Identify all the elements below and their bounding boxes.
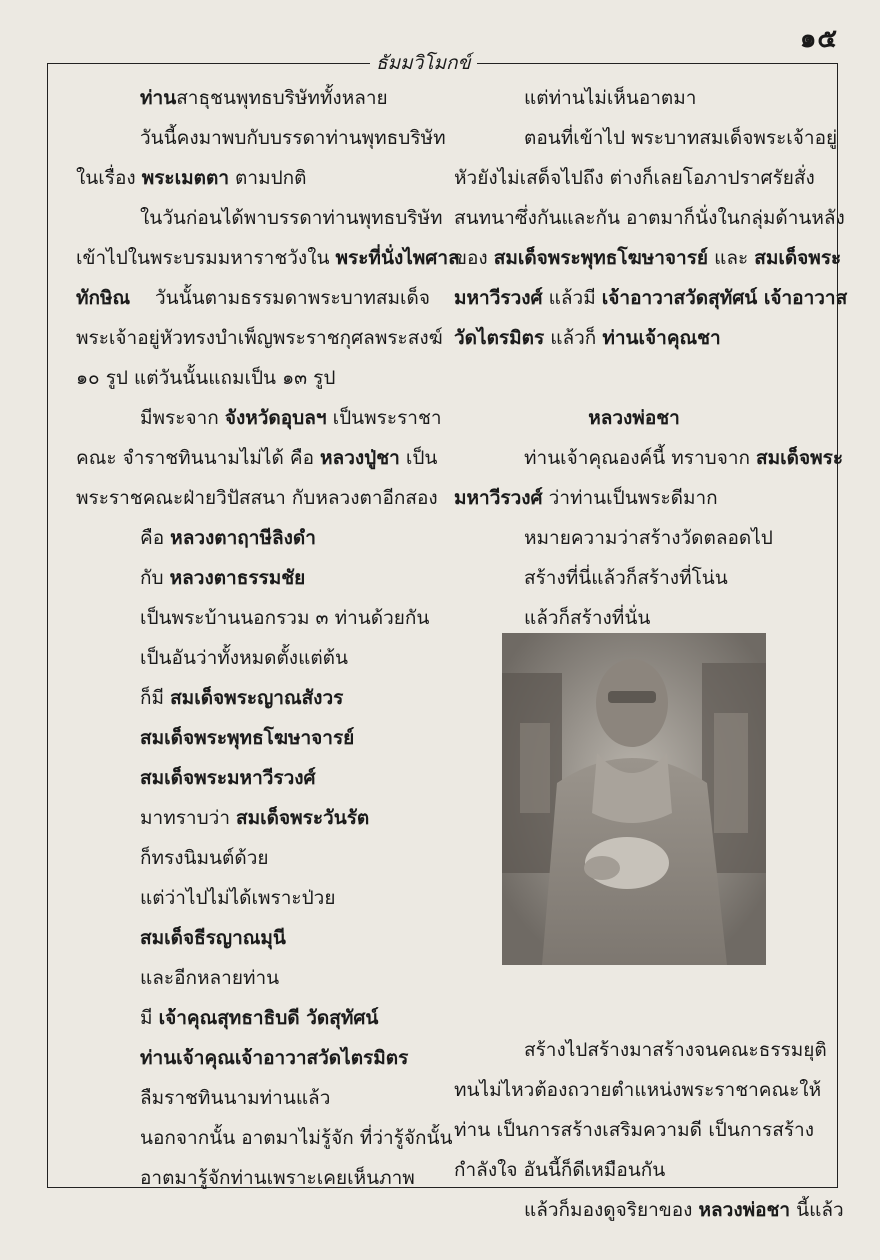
text-line [454,358,814,398]
text-segment: มาทราบว่า [140,807,237,829]
text-line [76,1158,430,1198]
text-line [454,118,838,158]
text-segment: มีพระจาก [140,407,225,429]
text-segment: คณะ จำราชทินนามไม่ได้ คือ [76,447,321,469]
text-segment: แล้วก็มองดูจริยาของ [524,1199,699,1221]
text-line [76,998,430,1038]
text-line [454,278,848,318]
text-line [454,478,814,518]
text-line [76,198,443,238]
text-segment: นอกจากนั้น อาตมาไม่รู้จัก ที่ว่ารู้จักนั้น [140,1127,453,1149]
text-segment: หมายความว่าสร้างวัดตลอดไป [524,527,773,549]
text-line [76,758,430,798]
text-segment: ลืมราชทินนามท่านแล้ว [140,1087,331,1109]
text-segment: ของ [454,247,494,269]
bold-text: มหาวีรวงศ์ [454,287,543,309]
text-line [76,238,460,278]
text-line [454,518,814,558]
running-title: ธัมมวิโมกข์ [370,48,477,78]
text-line [454,598,814,638]
text-line [454,1150,814,1190]
text-segment: ตามปกติ [229,167,307,189]
bold-text: หลวงพ่อชา [588,407,680,429]
text-segment: เป็นพระบ้านนอกรวม ๓ ท่านด้วยกัน [140,607,430,629]
text-segment: ท่านเจ้าคุณองค์นี้ ทราบจาก [524,447,757,469]
text-segment: แล้วก็ [544,327,603,349]
text-line [76,478,438,518]
text-line [76,1038,430,1078]
text-line [454,438,844,478]
bold-text: สมเด็จพระ [754,247,842,269]
text-segment: ก็ทรงนิมนต์ด้วย [140,847,269,869]
bold-text: สมเด็จพระพุทธโฆษาจารย์ [140,727,355,749]
text-line [76,398,442,438]
text-line [76,158,430,198]
text-line [76,1078,430,1118]
text-line [454,1030,827,1070]
text-segment: กับ [140,567,170,589]
text-segment: มี [140,1007,159,1029]
text-line [454,558,814,598]
text-line [76,1118,453,1158]
text-segment: วันนั้นตามธรรมดาพระบาทสมเด็จ [130,287,430,309]
text-line [76,278,430,318]
monk-portrait-photo [502,633,766,965]
text-segment: และอีกหลายท่าน [140,967,280,989]
text-segment: ทนไม่ไหวต้องถวายตำแหน่งพระราชาคณะให้ [454,1079,822,1101]
text-line [76,118,446,158]
text-line [76,78,430,118]
text-segment: ในเรื่อง [76,167,142,189]
text-segment: กำลังใจ อันนี้ก็ดีเหมือนกัน [454,1159,666,1181]
text-line [454,238,842,278]
text-line [454,318,814,358]
text-segment: พระเจ้าอยู่หัวทรงบำเพ็ญพระราชกุศลพระสงฆ์ [76,327,443,349]
bold-text: หลวงตาฤาษีลิงดำ [170,527,316,549]
text-segment: สร้างที่นี่แล้วก็สร้างที่โน่น [524,567,728,589]
right-column-bottom [454,1030,844,1230]
bold-text: ท่านเจ้าคุณเจ้าอาวาสวัดไตรมิตร [140,1047,409,1069]
monk-portrait-image [502,633,766,965]
text-segment: เป็นพระราชา [326,407,442,429]
text-line [76,878,430,918]
text-segment: คือ [140,527,171,549]
text-segment: ก็มี [140,687,171,709]
bold-text: จังหวัดอุบลฯ [224,407,327,429]
page-number: ๑๕ [799,24,838,54]
text-segment: สร้างไปสร้างมาสร้างจนคณะธรรมยุติ [524,1039,827,1061]
bold-text: ทักษิณ [76,287,131,309]
text-line [454,398,814,438]
text-line [76,918,430,958]
bold-text: พระเมตตา [141,167,230,189]
text-line [76,518,430,558]
text-line [76,958,430,998]
text-segment: อาตมารู้จักท่านเพราะเคยเห็นภาพ [140,1167,415,1189]
bold-text: สมเด็จพระพุทธโฆษาจารย์ [493,247,709,269]
bold-text: พระที่นั่งไพศาล [335,247,460,269]
bold-text: วัดไตรมิตร [454,327,545,349]
bold-text: สมเด็จธีรญาณมุนี [140,927,286,949]
text-line [76,358,430,398]
text-line [76,798,430,838]
text-line [76,438,438,478]
text-line [454,158,814,198]
text-segment: สนทนาซึ่งกันและกัน อาตมาก็นั่งในกลุ่มด้านหลัง [454,207,845,229]
text-segment: เป็น [399,447,438,469]
bold-text: มหาวีรวงศ์ [454,487,543,509]
bold-text: เจ้าอาวาสวัดสุทัศน์ เจ้าอาวาส [601,287,848,309]
text-line [76,558,430,598]
left-column [76,78,460,1198]
bold-text: สมเด็จพระวันรัต [236,807,370,829]
text-segment: และ [708,247,755,269]
text-line [454,1070,822,1110]
bold-text: สมเด็จพระ [756,447,844,469]
text-line [454,1190,844,1230]
text-segment: ๑๐ รูป แต่วันนั้นแถมเป็น ๑๓ รูป [76,367,336,389]
text-line [454,1110,814,1150]
text-segment: ว่าท่านเป็นพระดีมาก [542,487,718,509]
text-segment: แต่ท่านไม่เห็นอาตมา [524,87,697,109]
text-segment: ในวันก่อนได้พาบรรดาท่านพุทธบริษัท [140,207,443,229]
bold-text: เจ้าคุณสุทธาธิบดี วัดสุทัศน์ [158,1007,379,1029]
text-segment: ท่าน เป็นการสร้างเสริมความดี เป็นการสร้าง [454,1119,814,1141]
bold-text: ท่านเจ้าคุณชา [602,327,721,349]
bold-text: หลวงตาธรรมชัย [169,567,306,589]
text-line [76,318,443,358]
right-column-top [454,78,848,638]
text-line [76,838,430,878]
text-segment: นี้แล้ว [790,1199,844,1221]
bold-text: สมเด็จพระมหาวีรวงศ์ [140,767,316,789]
text-segment: เข้าไปในพระบรมมหาราชวังใน [76,247,336,269]
text-segment: ตอนที่เข้าไป พระบาทสมเด็จพระเจ้าอยู่ [524,127,838,149]
bold-text: ท่าน [140,87,177,109]
text-segment: แต่ว่าไปไม่ได้เพราะป่วย [140,887,336,909]
text-segment: แล้วมี [542,287,602,309]
text-line [454,198,845,238]
text-segment: เป็นอันว่าทั้งหมดตั้งแต่ต้น [140,647,348,669]
text-segment: พระราชคณะฝ่ายวิปัสสนา กับหลวงตาอีกสอง [76,487,438,509]
text-line [76,638,430,678]
text-segment: แล้วก็สร้างที่นั่น [524,607,651,629]
text-segment: หัวยังไม่เสด็จไปถึง ต่างก็เลยโอภาปราศรัยสั่ง [454,167,815,189]
bold-text: สมเด็จพระญาณสังวร [170,687,344,709]
text-line [76,718,430,758]
text-line [76,678,430,718]
text-line [454,78,814,118]
text-segment: สาธุชนพุทธบริษัททั้งหลาย [176,87,388,109]
text-segment: วันนี้คงมาพบกับบรรดาท่านพุทธบริษัท [140,127,446,149]
text-line [76,598,430,638]
bold-text: หลวงปู่ชา [320,447,400,469]
bold-text: หลวงพ่อชา [698,1199,791,1221]
